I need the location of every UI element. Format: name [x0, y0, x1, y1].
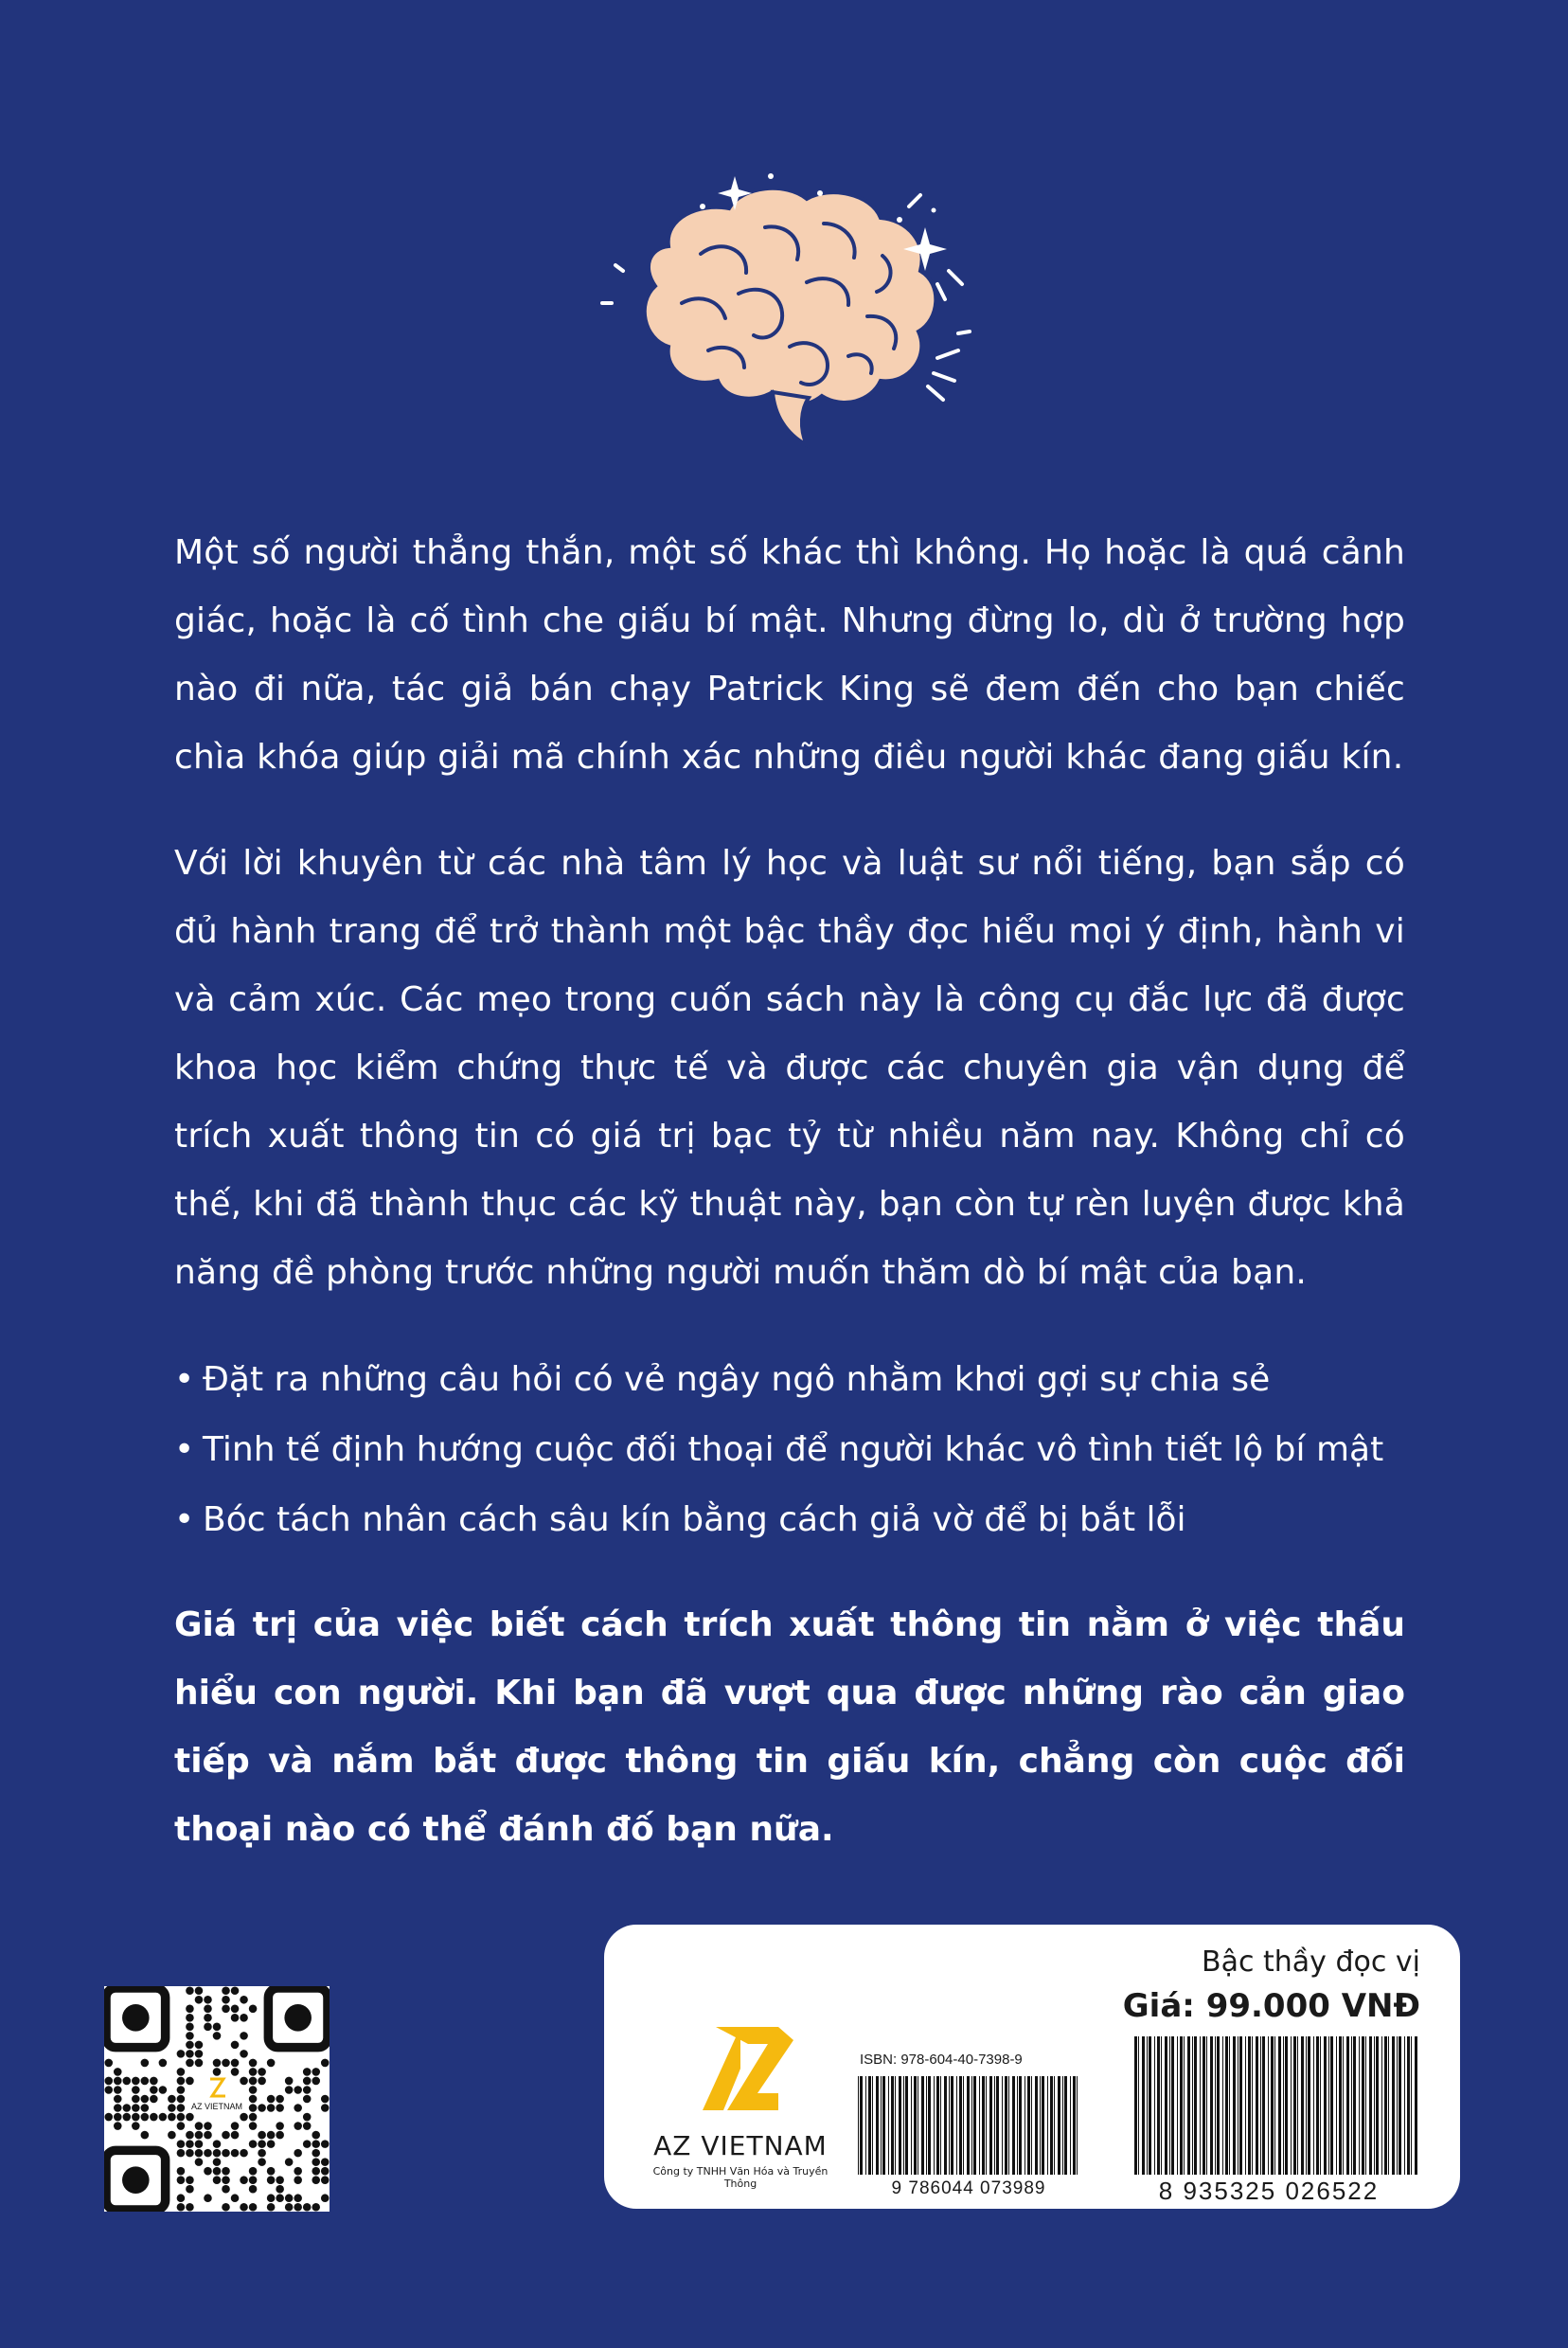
- qr-center-logo-icon: [210, 2079, 225, 2096]
- bullet-icon: •: [174, 1430, 195, 1469]
- price-label: [604, 1925, 1460, 2209]
- intro-paragraph: Một số người thẳng thắn, một số khác thì không. Họ hoặc là quá cảnh giác, hoặc là cố tình che giấu bí mật. Nhưng đừng lo, dù ở trường hợp nào đi nữa, tác giả bán chạy Patrick King sẽ đem đến cho bạn chiếc chìa khóa giúp giải mã chính xác những điều người khác đang giấu kín.: [174, 533, 1405, 777]
- az-logo-icon: [636, 2019, 845, 2124]
- list-item-text: Bóc tách nhân cách sâu kín bằng cách giả vờ để bị bắt lỗi: [203, 1500, 1186, 1539]
- bullet-icon: •: [174, 1360, 195, 1399]
- advice-paragraph: Với lời khuyên từ các nhà tâm lý học và luật sư nổi tiếng, bạn sắp có đủ hành trang để trở thành một bậc thầy đọc hiểu mọi ý định, hành vi và cảm xúc. Các mẹo trong cuốn sách này là công cụ đắc lực đã được khoa học kiểm chứng thực tế và được các chuyên gia vận dụng để trích xuất thông tin có giá trị bạc tỷ từ nhiều năm nay. Không chỉ có thế, khi đã thành thục các kỹ thuật này, bạn còn tự rèn luyện được khả năng đề phòng trước những người muốn thăm dò bí mật của bạn.: [174, 844, 1405, 1292]
- list-item: [174, 1485, 1405, 1555]
- publisher-name: AZ VIETNAM: [653, 2130, 828, 2161]
- qr-pattern: [104, 1986, 330, 2212]
- qr-code-icon[interactable]: [104, 1986, 330, 2212]
- list-item-text: Đặt ra những câu hỏi có vẻ ngây ngô nhằm khơi gợi sự chia sẻ: [203, 1360, 1271, 1399]
- isbn-barcode: [858, 2076, 1081, 2175]
- product-barcode: [1134, 2036, 1418, 2175]
- brain-icon: [645, 188, 936, 445]
- list-item-text: Tinh tế định hướng cuộc đối thoại để người khác vô tình tiết lộ bí mật: [203, 1430, 1384, 1469]
- list-item: [174, 1415, 1405, 1485]
- isbn-barcode-number: 9 786044 073989: [891, 2178, 1046, 2198]
- book-price: Giá: 99.000 VNĐ: [1122, 1987, 1420, 2025]
- book-description: [174, 519, 1405, 1864]
- qr-center-text: AZ VIETNAM: [190, 2102, 243, 2111]
- list-item: [174, 1345, 1405, 1415]
- bullet-icon: •: [174, 1500, 195, 1539]
- product-barcode-number: 8 935325 026522: [1158, 2177, 1380, 2205]
- book-title: Bậc thầy đọc vị: [1202, 1945, 1420, 1979]
- closing-paragraph: Giá trị của việc biết cách trích xuất thông tin nằm ở việc thấu hiểu con người. Khi bạn đã vượt qua được những rào cản giao tiếp và nắm bắt được thông tin giấu kín, chẳng còn cuộc đối thoại nào có thể đánh đố bạn nữa.: [174, 1605, 1405, 1849]
- key-points-list: [174, 1345, 1405, 1555]
- publisher-logo: [636, 2019, 845, 2199]
- brain-with-sparkles-icon: [587, 161, 985, 502]
- publisher-full-name: Công ty TNHH Văn Hóa và Truyền Thông: [652, 2165, 829, 2190]
- isbn-label: ISBN: 978-604-40-7398-9: [860, 2052, 1023, 2068]
